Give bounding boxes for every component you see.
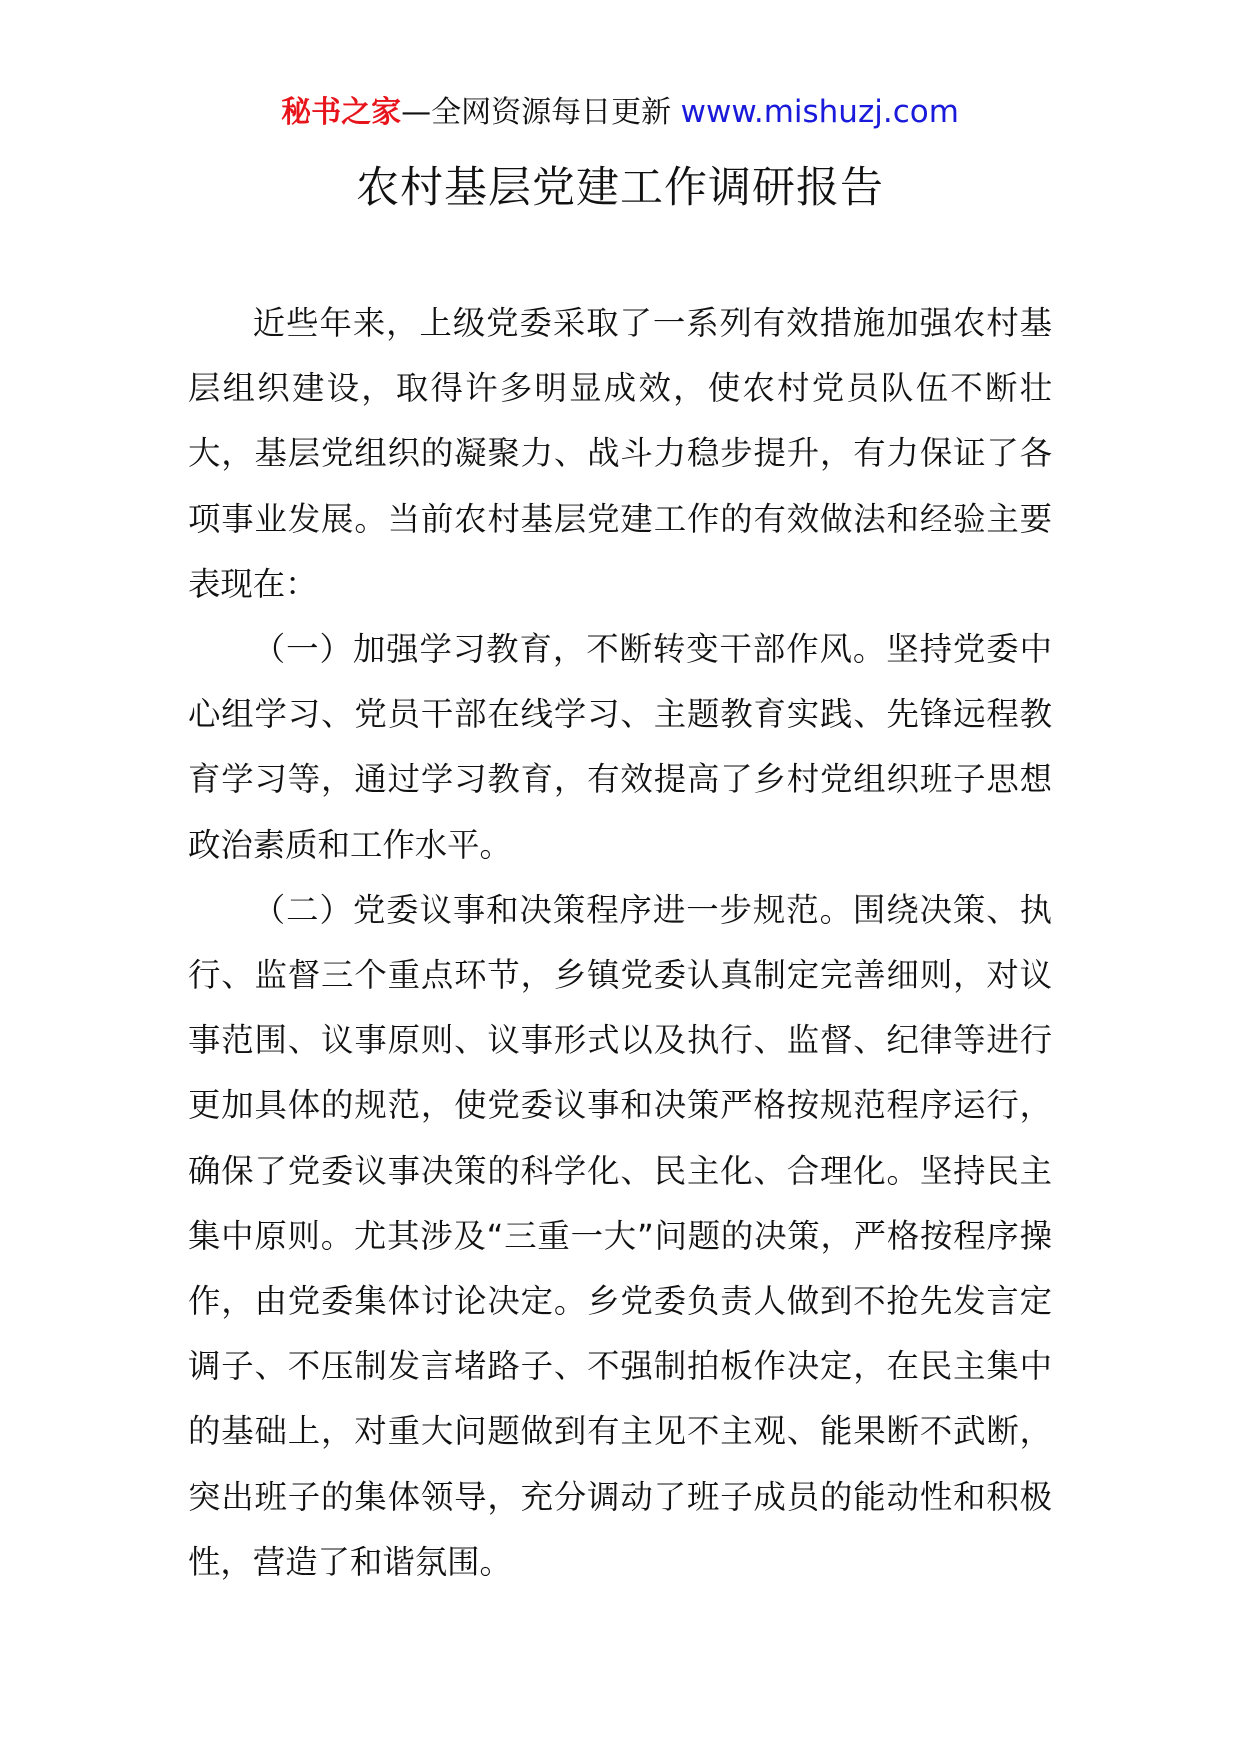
- site-url-link[interactable]: www.mishuzj.com: [680, 94, 959, 130]
- document-title: 农村基层党建工作调研报告: [356, 163, 884, 213]
- intro-paragraph: 近些年来，上级党委采取了一系列有效措施加强农村基层组织建设，取得许多明显成效，使农村党员队伍不断壮大，基层党组织的凝聚力、战斗力稳步提升，有力保证了各项事业发展。当前农村基层党建工作的有效做法和经验主要表现在：: [188, 304, 1052, 603]
- brand-name: 秘书之家: [281, 95, 402, 130]
- section-one-paragraph: （一）加强学习教育，不断转变干部作风。坚持党委中心组学习、党员干部在线学习、主题教育实践、先锋远程教育学习等，通过学习教育，有效提高了乡村党组织班子思想政治素质和工作水平。: [188, 630, 1052, 864]
- section-two-paragraph: （二）党委议事和决策程序进一步规范。围绕决策、执行、监督三个重点环节，乡镇党委认真制定完善细则，对议事范围、议事原则、议事形式以及执行、监督、纪律等进行更加具体的规范，使党委议事和决策严格按规范程序运行，确保了党委议事决策的科学化、民主化、合理化。坚持民主集中原则。尤其涉及“三重一大”问题的决策，严格按程序操作，由党委集体讨论决定。乡党委负责人做到不抢先发言定调子、不压制发言堵路子、不强制拍板作决定，在民主集中的基础上，对重大问题做到有主见不主观、能果断不武断，突出班子的集体领导，充分调动了班子成员的能动性和积极性，营造了和谐氛围。: [188, 890, 1052, 1581]
- header-slogan: —全网资源每日更新: [401, 95, 672, 130]
- site-header: [0, 92, 1240, 133]
- document-body: [188, 291, 1052, 1595]
